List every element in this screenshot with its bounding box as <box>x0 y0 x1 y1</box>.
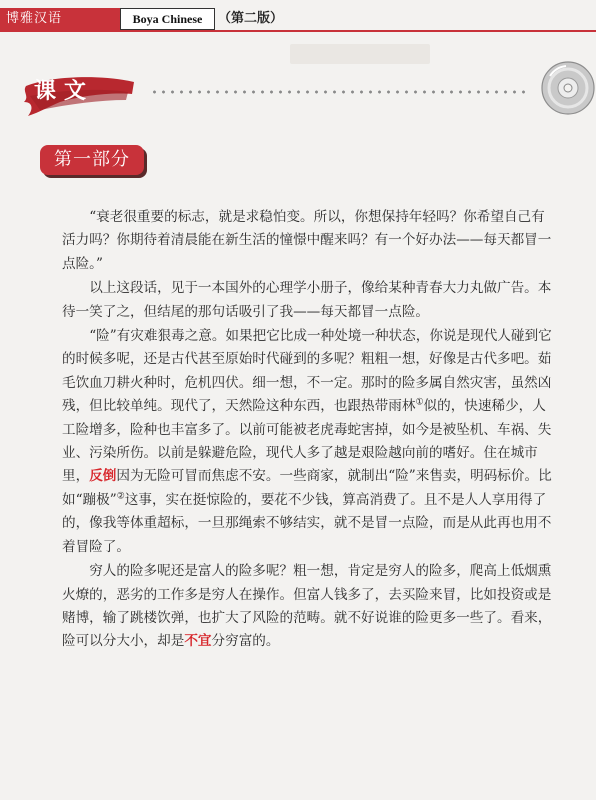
paragraph-3-text-d: 这事，实在挺惊险的，要花不少钱，算高消费了。且不是人人享用得了的，像我等体重超标，一旦那绳索不够结实，就不是冒一点险，而是从此再也用不着冒险了。 <box>62 491 552 555</box>
paragraph-2: 以上这段话，见于一本国外的心理学小册子，像给某种青春大力丸做广告。本待一笑了之，但结尾的那句话吸引了我——每天都冒一点险。 <box>62 280 552 320</box>
paragraph-4-text-a: 穷人的险多呢还是富人的险多呢？粗一想，肯定是穷人的险多，爬高上低烟熏火燎的，恶劣的工作多是穷人在操作。但富人钱多了，去买险来冒，比如投资或是赌博，输了跳楼饮弹，也扩大了风险的范畴。就不好说谁的险更多一些了。看来，险可以分大小，却是 <box>62 563 552 650</box>
paragraph-1: “衰老很重要的标志，就是求稳怕变。所以，你想保持年轻吗？你希望自己有活力吗？你期待着清晨能在新生活的憧憬中醒来吗？有一个好办法——每天都冒一点险。” <box>62 209 552 272</box>
edition-label: （第二版） <box>218 11 284 26</box>
audio-cd-icon[interactable] <box>536 58 596 118</box>
paragraph-3-text-a: “险”有灾难狠毒之意。如果把它比成一种处境一种状态，你说是现代人碰到它的时候多呢，还是古代甚至原始时代碰到的多呢？粗粗一想，好像是古代多吧。茹毛饮血刀耕火种时，危机四伏。细一想，不一定。那时的险多属自然灾害，虽然凶残，但比较单纯。现代了，天然险这种东西，也跟热带雨林 <box>62 328 552 415</box>
bleed-through-smudge <box>290 44 430 64</box>
dotted-rule <box>150 90 530 94</box>
paragraph-3-text-c: 因为无险可冒而焦虑不安。一些商家，就制出“险”来售卖，明码标价。比如“蹦极” <box>62 468 552 508</box>
footnote-marker-1[interactable]: ① <box>415 397 424 408</box>
footnote-marker-2[interactable]: ② <box>116 491 125 502</box>
paragraph-4 <box>62 560 558 654</box>
part-title-badge: 第一部分 <box>40 145 144 175</box>
paragraph-3-text-b: 似的，快速稀少，人工险增多，险种也丰富多了。以前可能被老虎毒蛇害掉，如今是被坠机、车祸、失业、污染所伤。以前是躲避危险，现代人多了越是艰险越向前的嗜好。住在城市里， <box>62 398 552 485</box>
header-rule <box>0 30 596 32</box>
page-header <box>0 0 596 32</box>
paragraph-4-text-b: 分穷富的。 <box>211 633 280 650</box>
highlighted-word-buyi: 不宜 <box>184 633 212 650</box>
paragraph-3 <box>62 325 558 559</box>
lesson-text <box>62 206 558 654</box>
book-title-en: Boya Chinese <box>120 8 215 30</box>
section-title: 课文 <box>34 79 95 104</box>
highlighted-word-fandao: 反倒 <box>89 468 117 485</box>
series-title: 博雅汉语 <box>0 8 120 30</box>
